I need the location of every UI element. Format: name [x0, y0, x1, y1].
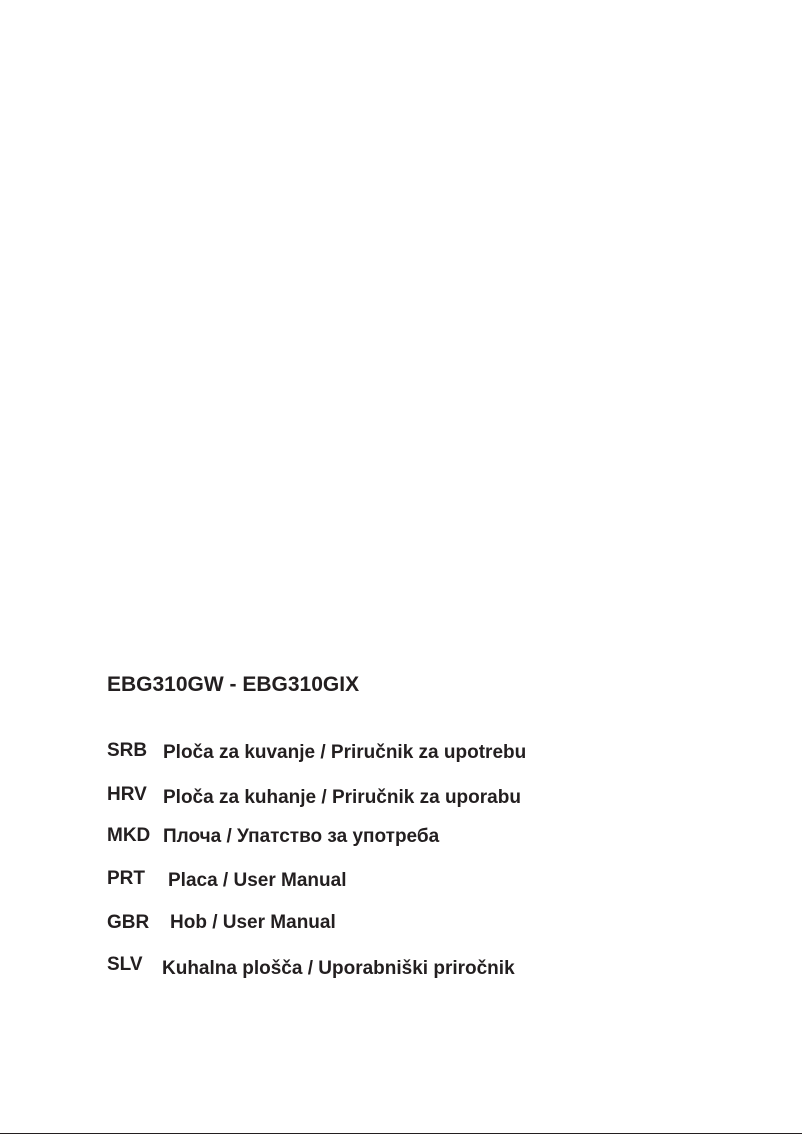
bottom-border-line [0, 1133, 802, 1134]
language-code: MKD [107, 825, 151, 846]
language-code: SRB [107, 740, 148, 761]
language-title: Kuhalna plošča / Uporabniški priročnik [162, 958, 515, 979]
language-title: Плоча / Упатство за употреба [163, 826, 440, 847]
language-title: Placa / User Manual [168, 870, 347, 891]
language-title: Ploča za kuvanje / Priručnik za upotrebu [163, 742, 527, 763]
language-code: SLV [107, 954, 143, 975]
language-title: Ploča za kuhanje / Priručnik za uporabu [163, 787, 521, 808]
language-title: Hob / User Manual [170, 912, 336, 933]
language-code: HRV [107, 784, 147, 805]
model-title: EBG310GW - EBG310GIX [107, 673, 360, 696]
language-code: PRT [107, 868, 145, 889]
language-code: GBR [107, 912, 150, 933]
